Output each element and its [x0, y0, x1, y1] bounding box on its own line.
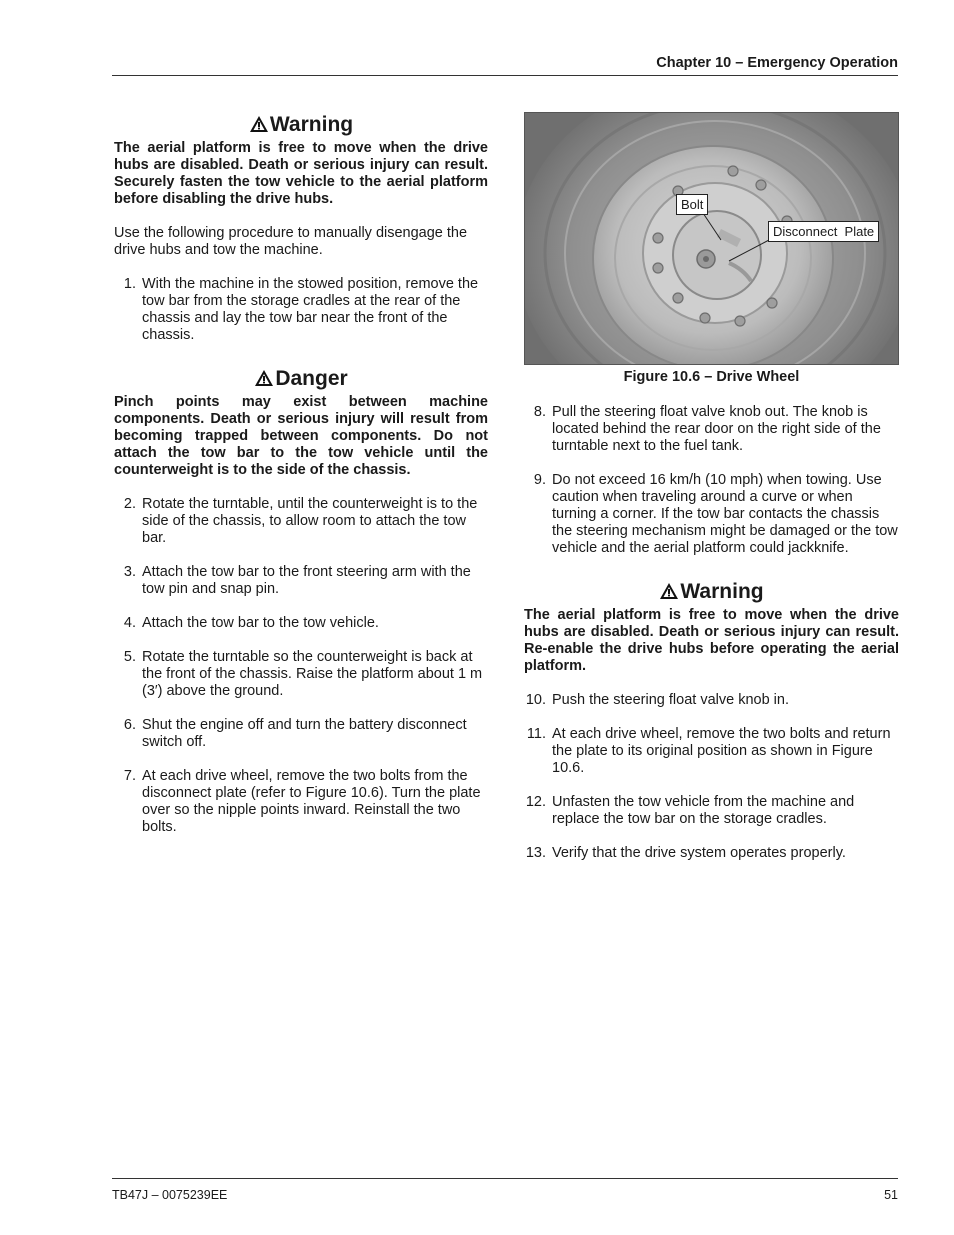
- list-item: 12. Unfasten the tow vehicle from the machine and replace the tow bar on the storage cradles.: [525, 794, 855, 827]
- steps-list: [524, 692, 899, 862]
- left-column: [114, 112, 488, 853]
- header-rule: [112, 75, 898, 76]
- warning-text: The aerial platform is free to move when the drive hubs are disabled. Death or serious injury can result. Securely fasten the tow vehicle to the aerial platform before disabling the drive hubs.: [114, 140, 488, 207]
- warning-heading: Warning: [524, 579, 899, 605]
- list-item: 8. Pull the steering float valve knob out. The knob is located behind the rear door on the right side of the turntable next to the fuel tank.: [533, 404, 881, 454]
- steps-list: [114, 276, 488, 344]
- list-item: 6. Shut the engine off and turn the battery disconnect switch off.: [123, 717, 467, 750]
- right-column: [524, 112, 899, 879]
- steps-list: [524, 404, 899, 557]
- list-item: 9. Do not exceed 16 km/h (10 mph) when towing. Use caution when traveling around a curve or when turning a corner. If the tow bar contacts the chassis the steering mechanism might be damaged or the tow vehicle and the aerial platform could jackknife.: [533, 472, 898, 556]
- warning-triangle-icon: [249, 115, 269, 133]
- list-item: 1. With the machine in the stowed position, remove the tow bar from the storage cradles at the rear of the chassis and lay the tow bar near the front of the chassis.: [123, 276, 479, 343]
- list-item: 7. At each drive wheel, remove the two bolts from the disconnect plate (refer to Figure 10.6). Turn the plate over so the nipple points inward. Reinstall the two bolts.: [123, 768, 481, 835]
- list-item: 4. Attach the tow bar to the tow vehicle.: [123, 615, 379, 631]
- bolt-callout: Bolt: [676, 194, 708, 215]
- footer-rule: [112, 1178, 898, 1179]
- list-item: 11. At each drive wheel, remove the two bolts and return the plate to its original position as shown in Figure 10.6.: [526, 726, 891, 776]
- intro-paragraph: Use the following procedure to manually disengage the drive hubs and tow the machine.: [114, 225, 468, 258]
- steps-list: [114, 496, 488, 836]
- warning-triangle-icon: [254, 369, 274, 387]
- warning-triangle-icon: [659, 582, 679, 600]
- page-number: 51: [884, 1188, 898, 1202]
- page-header-title: Chapter 10 – Emergency Operation: [656, 55, 898, 71]
- list-item: 2. Rotate the turntable, until the counterweight is to the side of the chassis, to allow room to attach the tow bar.: [123, 496, 478, 546]
- warning-text: The aerial platform is free to move when the drive hubs are disabled. Death or serious injury can result. Re-enable the drive hubs before operating the aerial platform.: [524, 607, 899, 674]
- list-item: 10. Push the steering float valve knob in.: [525, 692, 789, 708]
- drive-wheel-figure: [524, 112, 899, 365]
- danger-text: Pinch points may exist between machine components. Death or serious injury will result from becoming trapped between components. Do not attach the tow bar to the tow vehicle until the counterweight is to the side of the chassis.: [114, 394, 488, 478]
- disconnect-plate-callout: Disconnect Plate: [768, 221, 879, 242]
- danger-heading: Danger: [114, 366, 488, 392]
- footer-doc-id: TB47J – 0075239EE: [112, 1188, 228, 1202]
- list-item: 5. Rotate the turntable so the counterweight is back at the front of the chassis. Raise the platform about 1 m (3′) above the ground.: [123, 649, 483, 699]
- figure-caption: Figure 10.6 – Drive Wheel: [623, 369, 800, 385]
- list-item: 3. Attach the tow bar to the front steering arm with the tow pin and snap pin.: [123, 564, 471, 597]
- warning-heading: Warning: [114, 112, 488, 138]
- list-item: 13. Verify that the drive system operates properly.: [525, 845, 846, 861]
